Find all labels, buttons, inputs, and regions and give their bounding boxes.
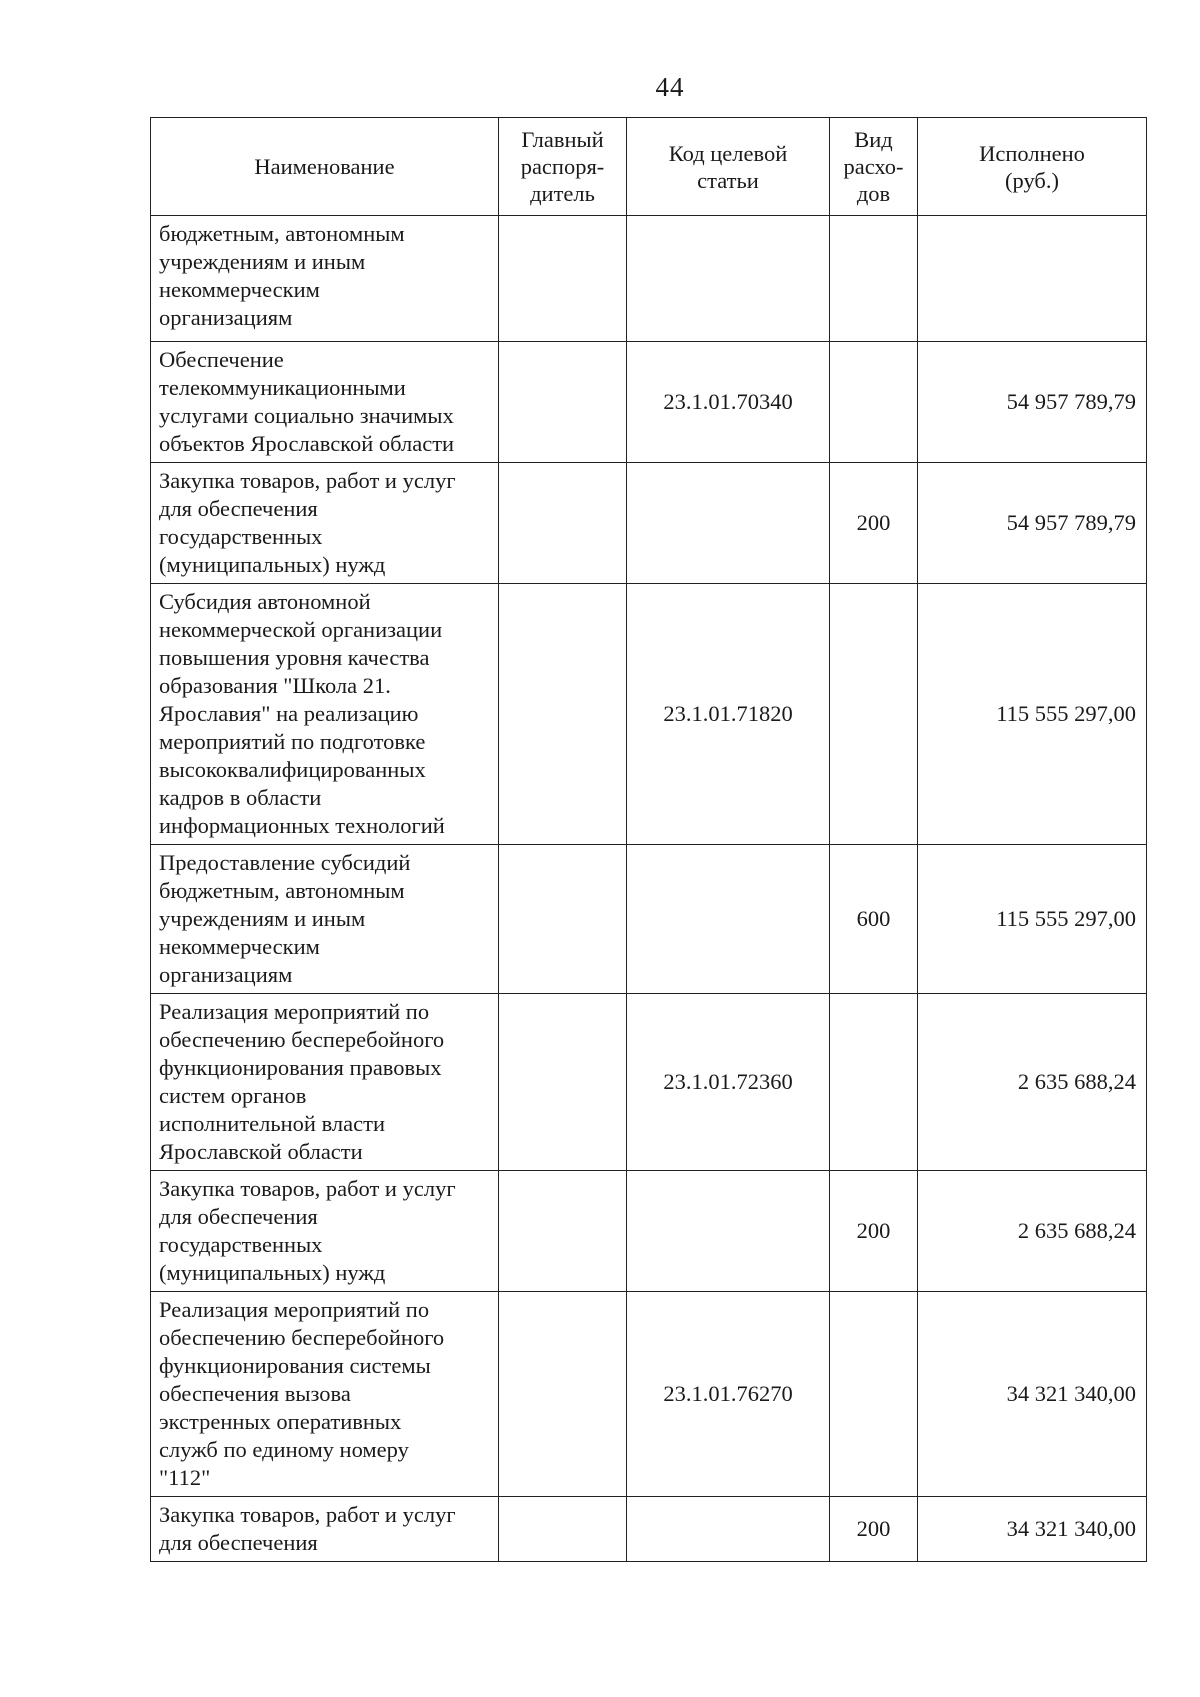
cell-manager — [499, 845, 627, 994]
cell-name-line: Закупка товаров, работ и услуг — [159, 1502, 456, 1527]
header-amount — [918, 118, 1147, 216]
cell-name — [151, 1292, 499, 1497]
cell-name — [151, 1171, 499, 1292]
cell-name — [151, 584, 499, 845]
cell-name-line: организациям — [159, 962, 293, 987]
header-manager-line: Главный — [521, 127, 604, 152]
header-manager-line: дитель — [530, 181, 595, 206]
cell-amount: 2 635 688,24 — [918, 1171, 1147, 1292]
table-row — [151, 1292, 1147, 1497]
cell-manager — [499, 1497, 627, 1562]
cell-code: 23.1.01.70340 — [627, 342, 830, 463]
expenditure-table — [150, 117, 1147, 1562]
cell-name-line: исполнительной власти — [159, 1111, 385, 1136]
header-manager-line: распоря- — [520, 154, 605, 179]
cell-manager — [499, 1171, 627, 1292]
table-row — [151, 216, 1147, 342]
cell-kind — [830, 584, 918, 845]
cell-name-line: обеспечению бесперебойного — [159, 1325, 445, 1350]
cell-name-line: государственных — [159, 524, 323, 549]
header-name — [151, 118, 499, 216]
header-kind-line: дов — [856, 181, 891, 206]
cell-name-line: организациям — [159, 305, 293, 330]
cell-kind — [830, 216, 918, 342]
cell-amount: 54 957 789,79 — [918, 342, 1147, 463]
cell-name — [151, 463, 499, 584]
cell-name-line: Реализация мероприятий по — [159, 999, 430, 1024]
cell-manager — [499, 463, 627, 584]
cell-name-line: образования "Школа 21. — [159, 673, 391, 698]
cell-name-line: (муниципальных) нужд — [159, 552, 386, 577]
cell-manager — [499, 584, 627, 845]
cell-code — [627, 1171, 830, 1292]
cell-name-line: Субсидия автономной — [159, 589, 371, 614]
cell-name-line: "112" — [159, 1465, 211, 1490]
cell-kind: 200 — [830, 1171, 918, 1292]
table-row — [151, 584, 1147, 845]
cell-name-line: Закупка товаров, работ и услуг — [159, 1176, 456, 1201]
cell-name — [151, 216, 499, 342]
cell-name-line: некоммерческой организации — [159, 617, 443, 642]
cell-manager — [499, 216, 627, 342]
cell-kind: 200 — [830, 463, 918, 584]
header-kind-line: Вид — [854, 127, 893, 152]
header-amount-line: Исполнено — [979, 140, 1085, 166]
cell-name — [151, 342, 499, 463]
table-body — [151, 216, 1147, 1562]
cell-name-line: Предоставление субсидий — [159, 850, 411, 875]
cell-name-line: экстренных оперативных — [159, 1409, 402, 1434]
cell-name-line: обеспечения вызова — [159, 1381, 351, 1406]
cell-name-line: услугами социально значимых — [159, 403, 454, 428]
cell-code: 23.1.01.71820 — [627, 584, 830, 845]
cell-amount: 2 635 688,24 — [918, 994, 1147, 1171]
cell-name-line: кадров в области — [159, 785, 322, 810]
table-row — [151, 463, 1147, 584]
cell-name-line: высококвалифицированных — [159, 757, 426, 782]
table-header-row — [151, 118, 1147, 216]
header-code-line: Код целевой — [668, 140, 788, 166]
cell-code — [627, 1497, 830, 1562]
cell-name-line: Ярославской области — [159, 1139, 363, 1164]
cell-name-line: учреждениям и иным — [159, 906, 366, 931]
page-number: 44 — [655, 72, 685, 102]
cell-code — [627, 845, 830, 994]
cell-amount: 115 555 297,00 — [918, 584, 1147, 845]
cell-name-line: для обеспечения — [159, 1204, 318, 1229]
cell-code — [627, 216, 830, 342]
cell-name-line: функционирования правовых — [159, 1055, 442, 1080]
cell-name — [151, 1497, 499, 1562]
cell-amount: 34 321 340,00 — [918, 1497, 1147, 1562]
cell-amount: 54 957 789,79 — [918, 463, 1147, 584]
cell-name-line: для обеспечения — [159, 1530, 318, 1555]
cell-name-line: бюджетным, автономным — [159, 878, 405, 903]
table-row — [151, 1497, 1147, 1562]
cell-amount: 115 555 297,00 — [918, 845, 1147, 994]
header-code-line: статьи — [697, 167, 759, 193]
header-name-label: Наименование — [254, 154, 395, 179]
cell-name-line: Обеспечение — [159, 347, 284, 372]
cell-name-line: телекоммуникационными — [159, 375, 406, 400]
cell-name-line: мероприятий по подготовке — [159, 729, 426, 754]
cell-name-line: некоммерческим — [159, 277, 320, 302]
cell-name — [151, 845, 499, 994]
cell-name-line: бюджетным, автономным — [159, 221, 405, 246]
cell-name-line: объектов Ярославской области — [159, 431, 455, 456]
cell-name-line: служб по единому номеру — [159, 1437, 409, 1462]
cell-manager — [499, 994, 627, 1171]
cell-name-line: (муниципальных) нужд — [159, 1260, 386, 1285]
cell-code: 23.1.01.76270 — [627, 1292, 830, 1497]
header-kind-line: расхо- — [843, 154, 904, 179]
cell-name-line: Закупка товаров, работ и услуг — [159, 468, 456, 493]
cell-name-line: систем органов — [159, 1083, 307, 1108]
cell-name-line: учреждениям и иным — [159, 249, 366, 274]
cell-kind — [830, 342, 918, 463]
cell-code: 23.1.01.72360 — [627, 994, 830, 1171]
table-row — [151, 994, 1147, 1171]
header-amount-line: (руб.) — [1005, 167, 1059, 193]
header-kind — [830, 118, 918, 216]
cell-name-line: повышения уровня качества — [159, 645, 430, 670]
cell-kind: 200 — [830, 1497, 918, 1562]
cell-name-line: обеспечению бесперебойного — [159, 1027, 445, 1052]
header-code — [627, 118, 830, 216]
table-row — [151, 342, 1147, 463]
cell-name-line: Реализация мероприятий по — [159, 1297, 430, 1322]
table-row — [151, 845, 1147, 994]
cell-manager — [499, 1292, 627, 1497]
cell-name-line: некоммерческим — [159, 934, 320, 959]
cell-manager — [499, 342, 627, 463]
cell-kind — [830, 1292, 918, 1497]
cell-name-line: государственных — [159, 1232, 323, 1257]
cell-name-line: для обеспечения — [159, 496, 318, 521]
header-manager — [499, 118, 627, 216]
cell-kind — [830, 994, 918, 1171]
cell-name — [151, 994, 499, 1171]
cell-name-line: функционирования системы — [159, 1353, 431, 1378]
cell-amount: 34 321 340,00 — [918, 1292, 1147, 1497]
cell-amount — [918, 216, 1147, 342]
cell-kind: 600 — [830, 845, 918, 994]
cell-name-line: Ярославия" на реализацию — [159, 701, 419, 726]
cell-name-line: информационных технологий — [159, 813, 445, 838]
cell-code — [627, 463, 830, 584]
table-row — [151, 1171, 1147, 1292]
